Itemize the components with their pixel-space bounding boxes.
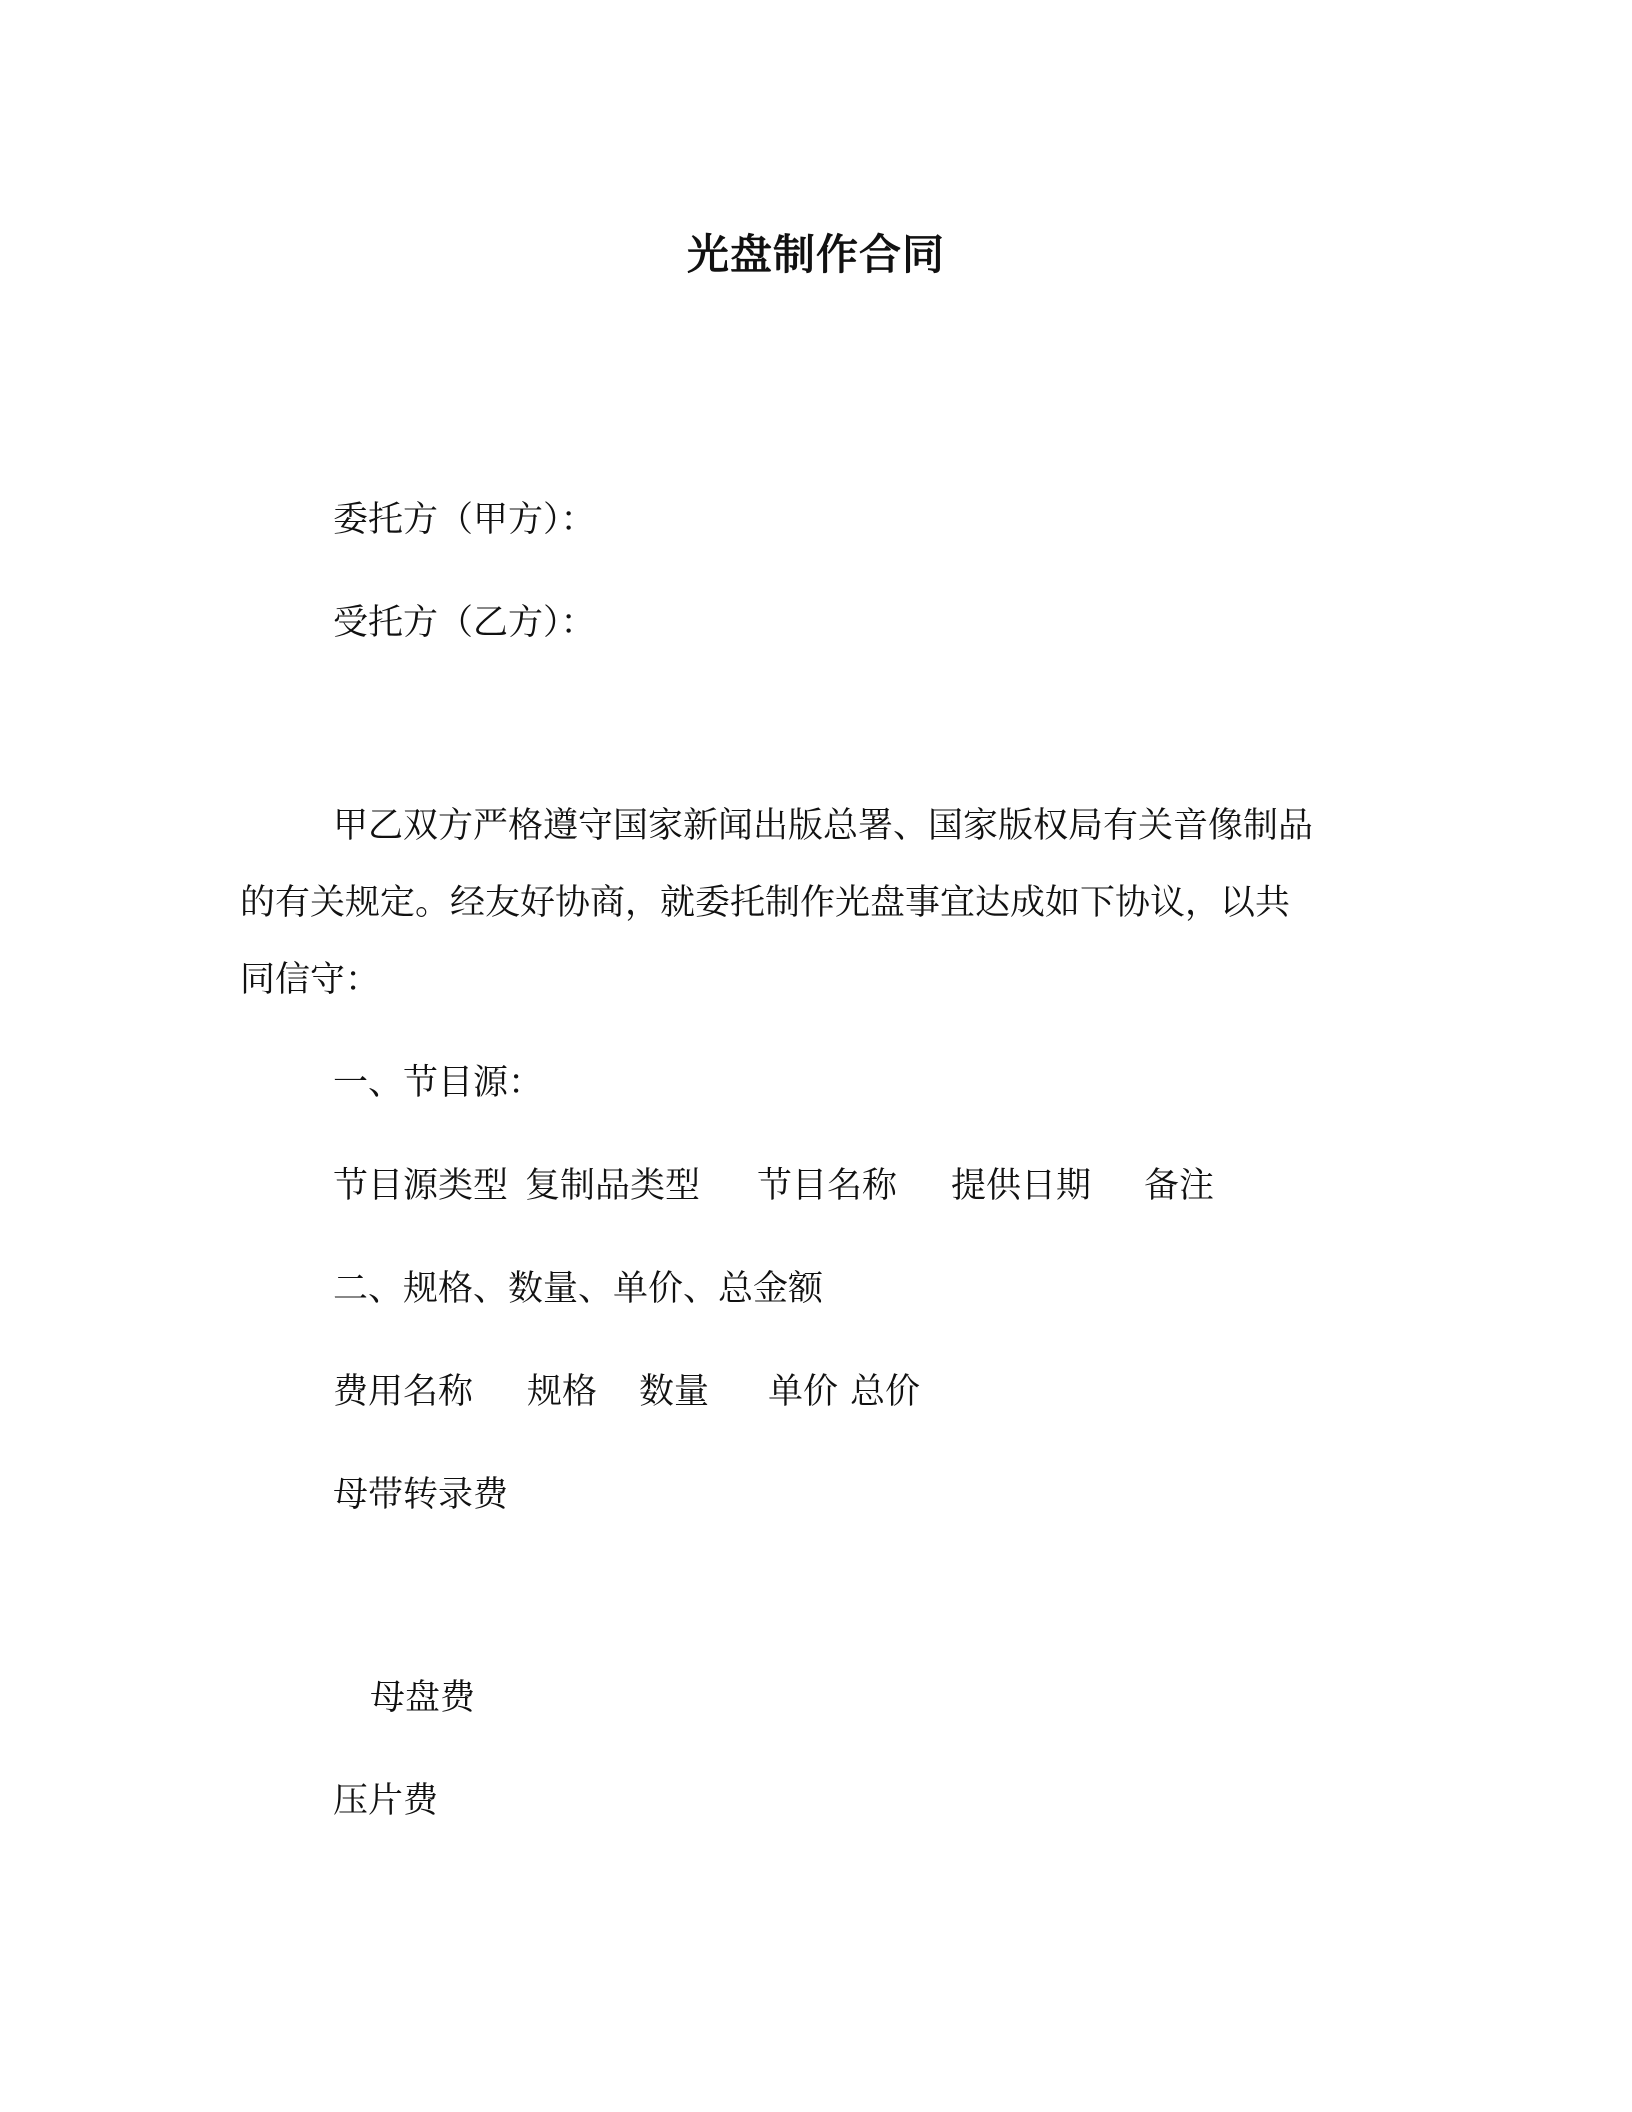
section1-heading: 一、节目源： — [333, 1063, 544, 1103]
column-header: 总价 — [850, 1372, 921, 1412]
party-b-label: 受托方（乙方）： — [333, 603, 596, 643]
column-header: 费用名称 — [333, 1372, 474, 1412]
column-header: 备注 — [1144, 1166, 1215, 1206]
section1-column-headers — [333, 1163, 1214, 1209]
column-header: 提供日期 — [951, 1166, 1092, 1206]
column-header: 数量 — [639, 1372, 710, 1412]
column-header: 节目名称 — [757, 1166, 898, 1206]
page-title: 光盘制作合同 — [686, 230, 945, 279]
column-header: 规格 — [527, 1372, 598, 1412]
column-header: 节目源类型 — [333, 1166, 509, 1206]
party-a-label: 委托方（甲方）： — [333, 500, 596, 540]
column-header: 复制品类型 — [525, 1166, 701, 1206]
intro-paragraph-line-1: 甲乙双方严格遵守国家新闻出版总署、国家版权局有关音像制品 — [333, 806, 1314, 846]
intro-paragraph-line-2: 的有关规定。经友好协商，就委托制作光盘事宜达成如下协议，以共 — [240, 883, 1291, 923]
fee-item: 母带转录费 — [333, 1475, 509, 1515]
column-header: 单价 — [768, 1372, 839, 1412]
section2-heading: 二、规格、数量、单价、总金额 — [333, 1269, 824, 1309]
section2-column-headers — [333, 1369, 920, 1415]
fee-item: 压片费 — [333, 1781, 439, 1821]
intro-paragraph-line-3: 同信守： — [240, 960, 381, 1000]
fee-item: 母盘费 — [370, 1678, 476, 1718]
